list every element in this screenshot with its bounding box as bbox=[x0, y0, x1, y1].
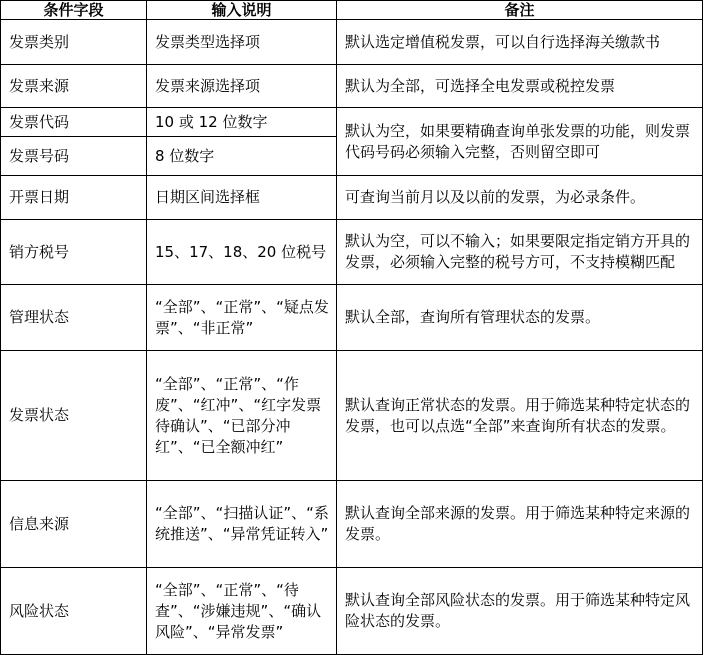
note-cell: 默认为空，如果要精确查询单张发票的功能，则发票代码号码必须输入完整，否则留空即可 bbox=[337, 108, 703, 176]
table-row bbox=[1, 285, 703, 351]
input-cell: “全部”、“正常”、“疑点发票”、“非正常” bbox=[147, 285, 337, 351]
input-cell: “全部”、“正常”、“待查”、“涉嫌违规”、“确认风险”、“异常发票” bbox=[147, 568, 337, 655]
table-row bbox=[1, 108, 703, 137]
table-row bbox=[1, 220, 703, 285]
note-cell: 默认选定增值税发票，可以自行选择海关缴款书 bbox=[337, 20, 703, 65]
note-cell: 可查询当前月以及以前的发票，为必录条件。 bbox=[337, 176, 703, 220]
field-cell: 销方税号 bbox=[1, 220, 147, 285]
input-cell: 日期区间选择框 bbox=[147, 176, 337, 220]
table-row bbox=[1, 568, 703, 655]
input-cell: 15、17、18、20 位税号 bbox=[147, 220, 337, 285]
field-cell: 发票类别 bbox=[1, 20, 147, 65]
field-cell: 管理状态 bbox=[1, 285, 147, 351]
input-cell: “全部”、“正常”、“作废”、“红冲”、“红字发票待确认”、“已部分冲红”、“已全额冲红” bbox=[147, 351, 337, 481]
header-input-description: 输入说明 bbox=[147, 1, 337, 20]
input-cell: 10 或 12 位数字 bbox=[147, 108, 337, 137]
field-cell: 发票号码 bbox=[1, 137, 147, 176]
table-row bbox=[1, 65, 703, 108]
note-cell: 默认查询正常状态的发票。用于筛选某种特定状态的发票，也可以点选“全部”来查询所有状态的发票。 bbox=[337, 351, 703, 481]
note-cell: 默认为全部，可选择全电发票或税控发票 bbox=[337, 65, 703, 108]
field-cell: 发票状态 bbox=[1, 351, 147, 481]
header-field: 条件字段 bbox=[1, 1, 147, 20]
field-cell: 发票来源 bbox=[1, 65, 147, 108]
note-cell: 默认为空，可以不输入；如果要限定指定销方开具的发票，必须输入完整的税号方可，不支持模糊匹配 bbox=[337, 220, 703, 285]
input-cell: 发票来源选择项 bbox=[147, 65, 337, 108]
header-note: 备注 bbox=[337, 1, 703, 20]
note-cell: 默认全部，查询所有管理状态的发票。 bbox=[337, 285, 703, 351]
table-row bbox=[1, 351, 703, 481]
input-cell: 8 位数字 bbox=[147, 137, 337, 176]
table-header-row bbox=[1, 1, 703, 20]
field-cell: 风险状态 bbox=[1, 568, 147, 655]
field-cell: 开票日期 bbox=[1, 176, 147, 220]
note-cell: 默认查询全部来源的发票。用于筛选某种特定来源的发票。 bbox=[337, 481, 703, 568]
field-cell: 发票代码 bbox=[1, 108, 147, 137]
table-row bbox=[1, 176, 703, 220]
table-row bbox=[1, 20, 703, 65]
note-cell: 默认查询全部风险状态的发票。用于筛选某种特定风险状态的发票。 bbox=[337, 568, 703, 655]
table-row bbox=[1, 481, 703, 568]
input-cell: “全部”、“扫描认证”、“系统推送”、“异常凭证转入” bbox=[147, 481, 337, 568]
input-cell: 发票类型选择项 bbox=[147, 20, 337, 65]
field-cell: 信息来源 bbox=[1, 481, 147, 568]
